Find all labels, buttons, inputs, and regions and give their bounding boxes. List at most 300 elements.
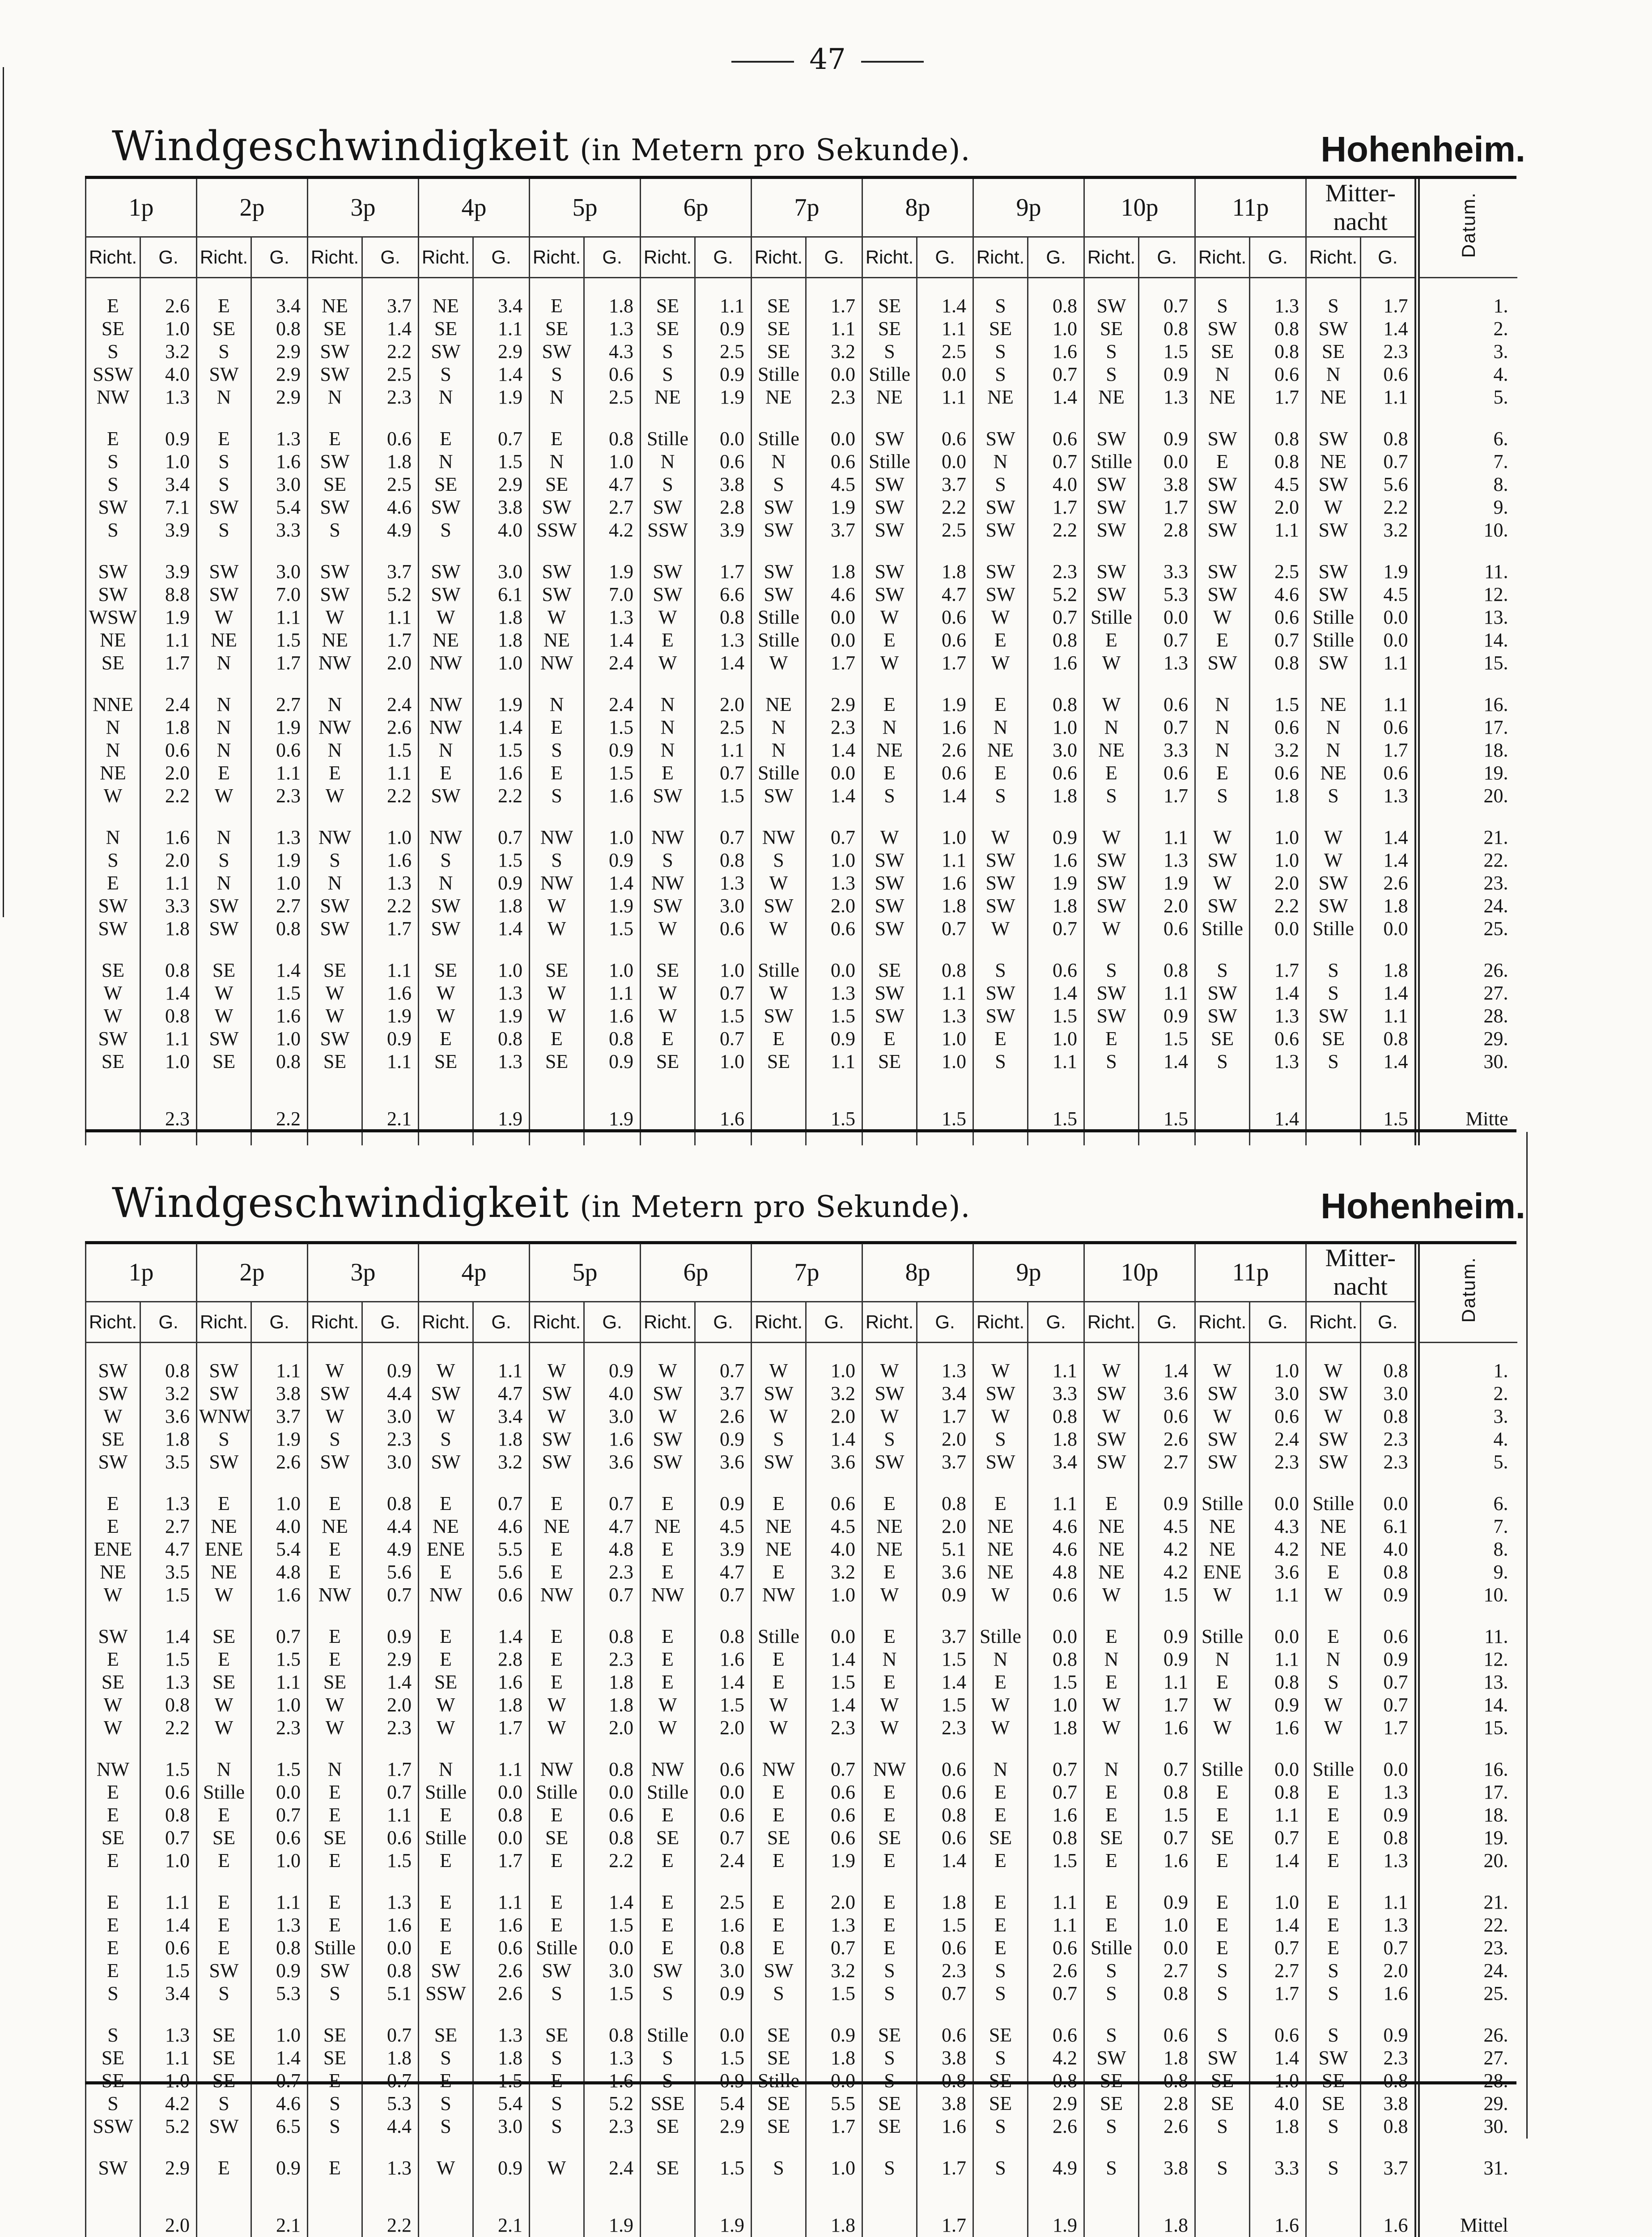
- speed-cell: 1.6: [695, 1648, 752, 1671]
- speed-cell: 1.1: [473, 317, 530, 340]
- direction-cell: N: [752, 716, 806, 739]
- direction-cell: NE: [752, 386, 806, 408]
- hour-header: 3p: [308, 1244, 419, 1302]
- date-cell: 23.: [1417, 1936, 1517, 1959]
- speed-cell: 1.7: [1361, 278, 1417, 318]
- speed-cell: 3.3: [1028, 1382, 1084, 1405]
- direction-cell: W: [530, 1004, 584, 1027]
- direction-cell: SE: [1084, 317, 1139, 340]
- date-cell: 27.: [1417, 2046, 1517, 2069]
- direction-cell: SW: [1195, 560, 1250, 583]
- speed-cell: 2.6: [251, 1450, 308, 1473]
- speed-cell: 0.9: [917, 1583, 973, 1606]
- direction-cell: E: [86, 278, 140, 318]
- speed-cell: 3.8: [917, 2046, 973, 2069]
- direction-cell: S: [419, 2046, 473, 2069]
- speed-cell: 1.8: [1028, 1716, 1084, 1739]
- direction-cell: W: [308, 982, 362, 1004]
- speed-cell: 3.0: [362, 1405, 419, 1428]
- direction-header: Richt.: [862, 237, 917, 278]
- speed-cell: 5.3: [1139, 583, 1195, 606]
- speed-cell: 1.0: [1250, 2069, 1306, 2092]
- direction-cell: SE: [973, 2069, 1028, 2092]
- direction-cell: E: [1084, 1492, 1139, 1515]
- direction-cell: W: [308, 1004, 362, 1027]
- direction-cell: Stille: [1306, 606, 1361, 629]
- date-cell: 15.: [1417, 1716, 1517, 1739]
- direction-cell: SW: [1306, 2046, 1361, 2069]
- speed-cell: 0.6: [473, 1936, 530, 1959]
- speed-cell: 1.6: [362, 849, 419, 872]
- direction-cell: W: [752, 917, 806, 940]
- speed-cell: 0.7: [584, 1583, 641, 1606]
- speed-cell: 0.8: [1139, 1781, 1195, 1803]
- direction-cell: SW: [973, 560, 1028, 583]
- speed-cell: 3.0: [1028, 739, 1084, 761]
- direction-cell: S: [1306, 2156, 1361, 2179]
- direction-cell: S: [1084, 959, 1139, 982]
- speed-cell: 3.8: [251, 1382, 308, 1405]
- direction-cell: SW: [641, 784, 695, 807]
- speed-cell: 4.8: [584, 1538, 641, 1561]
- speed-cell: 0.8: [1250, 427, 1306, 450]
- direction-cell: SW: [1306, 1450, 1361, 1473]
- direction-header: Richt.: [308, 1302, 362, 1343]
- speed-cell: 0.7: [362, 2069, 419, 2092]
- speed-cell: 1.8: [917, 1891, 973, 1914]
- direction-cell: S: [197, 2092, 251, 2115]
- speed-cell: 0.6: [1250, 2024, 1306, 2046]
- speed-cell: 1.4: [695, 651, 752, 674]
- direction-cell: S: [530, 2092, 584, 2115]
- speed-cell: 1.4: [806, 784, 862, 807]
- speed-cell: 0.6: [1250, 716, 1306, 739]
- direction-cell: NE: [1084, 1515, 1139, 1538]
- direction-cell: E: [641, 1625, 695, 1648]
- speed-cell: 1.4: [1361, 849, 1417, 872]
- direction-cell: S: [530, 849, 584, 872]
- speed-cell: 0.7: [362, 1781, 419, 1803]
- speed-cell: 1.1: [1028, 1492, 1084, 1515]
- direction-cell: S: [973, 363, 1028, 386]
- direction-cell: Stille: [752, 606, 806, 629]
- direction-cell: N: [862, 1648, 917, 1671]
- direction-cell: Stille: [1306, 1758, 1361, 1781]
- speed-cell: 0.8: [695, 1625, 752, 1648]
- speed-cell: 0.6: [917, 1936, 973, 1959]
- speed-cell: 1.7: [917, 651, 973, 674]
- direction-cell: E: [641, 761, 695, 784]
- direction-cell: W: [197, 982, 251, 1004]
- speed-cell: 2.4: [584, 693, 641, 716]
- speed-cell: 2.0: [695, 693, 752, 716]
- speed-cell: 0.9: [251, 2156, 308, 2179]
- speed-cell: 1.1: [1250, 1803, 1306, 1826]
- speed-cell: 1.4: [140, 1914, 197, 1936]
- direction-cell: SW: [1306, 651, 1361, 674]
- direction-cell: E: [419, 2069, 473, 2092]
- direction-cell: SW: [419, 560, 473, 583]
- direction-cell: W: [197, 1583, 251, 1606]
- speed-cell: 0.7: [473, 1492, 530, 1515]
- table-row: [86, 317, 1517, 340]
- hour-header: Mitter-nacht: [1306, 179, 1417, 237]
- speed-cell: 1.5: [1028, 1004, 1084, 1027]
- direction-cell: S: [86, 849, 140, 872]
- direction-cell: E: [862, 1803, 917, 1826]
- speed-cell: 0.7: [1361, 1671, 1417, 1693]
- speed-cell: 1.4: [140, 1625, 197, 1648]
- speed-cell: 3.3: [1139, 560, 1195, 583]
- direction-cell: SE: [419, 959, 473, 982]
- hour-header: 4p: [419, 1244, 530, 1302]
- direction-cell: Stille: [1306, 1492, 1361, 1515]
- direction-cell: E: [973, 1027, 1028, 1050]
- direction-cell: W: [1195, 606, 1250, 629]
- direction-cell: SE: [197, 2046, 251, 2069]
- direction-cell: SW: [862, 1004, 917, 1027]
- wind-table: [85, 179, 1517, 1145]
- direction-cell: W: [1306, 496, 1361, 519]
- speed-cell: 1.0: [584, 826, 641, 849]
- speed-cell: 1.6: [1028, 849, 1084, 872]
- direction-cell: W: [419, 1693, 473, 1716]
- direction-cell: N: [1195, 716, 1250, 739]
- direction-cell: S: [197, 519, 251, 541]
- speed-cell: 0.6: [917, 629, 973, 651]
- speed-cell: 0.9: [140, 427, 197, 450]
- direction-cell: SE: [752, 340, 806, 363]
- table-row: [86, 959, 1517, 982]
- speed-cell: 1.1: [1028, 1891, 1084, 1914]
- speed-cell: 2.5: [695, 716, 752, 739]
- speed-cell: 0.6: [1361, 363, 1417, 386]
- speed-cell: 1.5: [251, 1758, 308, 1781]
- direction-cell: SW: [1084, 496, 1139, 519]
- direction-cell: NE: [308, 278, 362, 318]
- direction-cell: NW: [641, 826, 695, 849]
- speed-cell: 0.0: [1250, 1758, 1306, 1781]
- direction-cell: N: [752, 450, 806, 473]
- direction-cell: S: [530, 1982, 584, 2005]
- direction-cell: N: [1306, 363, 1361, 386]
- direction-cell: SE: [641, 2115, 695, 2138]
- speed-cell: 0.0: [473, 1781, 530, 1803]
- direction-cell: E: [308, 1538, 362, 1561]
- speed-cell: 1.4: [917, 1671, 973, 1693]
- speed-cell: 2.2: [362, 784, 419, 807]
- speed-cell: 3.2: [806, 1382, 862, 1405]
- speed-cell: 2.3: [584, 2115, 641, 2138]
- date-cell: 27.: [1417, 982, 1517, 1004]
- hour-header: 4p: [419, 179, 530, 237]
- direction-cell: NE: [197, 629, 251, 651]
- direction-cell: NE: [1195, 386, 1250, 408]
- direction-cell: SE: [197, 1050, 251, 1073]
- direction-cell: W: [1195, 872, 1250, 894]
- speed-cell: 0.0: [584, 1936, 641, 1959]
- date-cell: 15.: [1417, 651, 1517, 674]
- date-cell: 12.: [1417, 583, 1517, 606]
- speed-cell: 1.7: [1250, 1982, 1306, 2005]
- speed-cell: 3.0: [362, 1450, 419, 1473]
- direction-cell: W: [641, 982, 695, 1004]
- speed-cell: 1.7: [362, 629, 419, 651]
- speed-cell: 1.0: [1028, 1693, 1084, 1716]
- direction-cell: SE: [641, 278, 695, 318]
- direction-cell: S: [973, 1428, 1028, 1450]
- direction-cell: E: [419, 1625, 473, 1648]
- direction-cell: S: [1195, 959, 1250, 982]
- speed-header: G.: [1250, 237, 1306, 278]
- mean-row: [86, 2198, 1517, 2237]
- speed-cell: 0.7: [1028, 606, 1084, 629]
- speed-cell: 4.7: [140, 1538, 197, 1561]
- speed-cell: 3.7: [695, 1382, 752, 1405]
- speed-cell: 1.6: [584, 1004, 641, 1027]
- speed-cell: 1.7: [251, 651, 308, 674]
- speed-cell: 2.9: [806, 693, 862, 716]
- speed-cell: 2.0: [140, 761, 197, 784]
- speed-cell: 2.8: [1139, 2092, 1195, 2115]
- direction-cell: NW: [530, 826, 584, 849]
- direction-cell: S: [1306, 1982, 1361, 2005]
- direction-cell: SW: [308, 894, 362, 917]
- speed-cell: 1.5: [1250, 693, 1306, 716]
- speed-cell: 1.0: [1028, 716, 1084, 739]
- direction-cell: SE: [862, 2115, 917, 2138]
- direction-cell: E: [973, 693, 1028, 716]
- speed-cell: 1.1: [806, 317, 862, 340]
- direction-cell: S: [1084, 2156, 1139, 2179]
- speed-cell: 0.7: [1139, 1758, 1195, 1781]
- direction-cell: SW: [1195, 982, 1250, 1004]
- direction-cell: N: [530, 693, 584, 716]
- mean-value: 1.5: [1139, 1092, 1195, 1145]
- direction-cell: SW: [419, 583, 473, 606]
- direction-cell: W: [752, 1343, 806, 1382]
- direction-cell: E: [419, 1803, 473, 1826]
- speed-cell: 1.8: [473, 894, 530, 917]
- direction-cell: N: [308, 872, 362, 894]
- table-row: [86, 739, 1517, 761]
- speed-header: G.: [251, 1302, 308, 1343]
- direction-cell: SE: [308, 959, 362, 982]
- direction-cell: ENE: [419, 1538, 473, 1561]
- direction-cell: W: [86, 1693, 140, 1716]
- speed-cell: 0.7: [362, 2024, 419, 2046]
- speed-cell: 1.8: [1250, 2115, 1306, 2138]
- direction-cell: SW: [419, 1959, 473, 1982]
- speed-cell: 1.5: [917, 1648, 973, 1671]
- speed-cell: 0.7: [695, 1027, 752, 1050]
- direction-cell: SE: [862, 959, 917, 982]
- speed-cell: 2.2: [1250, 894, 1306, 917]
- speed-cell: 4.4: [362, 1515, 419, 1538]
- direction-cell: NE: [86, 761, 140, 784]
- table-row: [86, 917, 1517, 940]
- direction-cell: NE: [641, 386, 695, 408]
- table-row: [86, 1936, 1517, 1959]
- speed-cell: 4.0: [140, 363, 197, 386]
- direction-cell: E: [862, 1936, 917, 1959]
- speed-cell: 4.0: [806, 1538, 862, 1561]
- table-row: [86, 1515, 1517, 1538]
- direction-cell: W: [641, 606, 695, 629]
- direction-cell: SW: [1195, 583, 1250, 606]
- table-row: [86, 1428, 1517, 1450]
- direction-cell: S: [973, 2046, 1028, 2069]
- direction-cell: NE: [1306, 761, 1361, 784]
- speed-cell: 0.9: [1139, 1625, 1195, 1648]
- direction-cell: E: [1084, 1625, 1139, 1648]
- speed-cell: 1.9: [251, 716, 308, 739]
- direction-cell: S: [973, 1982, 1028, 2005]
- direction-cell: NE: [1306, 386, 1361, 408]
- direction-cell: W: [641, 1716, 695, 1739]
- direction-cell: NE: [862, 1515, 917, 1538]
- direction-cell: S: [197, 1428, 251, 1450]
- speed-cell: 1.6: [584, 2069, 641, 2092]
- group-gap: [86, 1872, 1517, 1891]
- direction-cell: E: [1195, 1781, 1250, 1803]
- speed-cell: 1.5: [695, 2156, 752, 2179]
- direction-cell: S: [308, 1428, 362, 1450]
- direction-cell: S: [1084, 1959, 1139, 1982]
- speed-cell: 0.7: [1361, 1936, 1417, 1959]
- direction-cell: E: [530, 1671, 584, 1693]
- speed-cell: 0.9: [1361, 1803, 1417, 1826]
- table-1-top-rule: [85, 176, 1516, 179]
- speed-cell: 0.9: [695, 363, 752, 386]
- speed-cell: 1.5: [362, 1849, 419, 1872]
- direction-cell: E: [530, 1027, 584, 1050]
- speed-header: G.: [695, 237, 752, 278]
- direction-cell: E: [86, 1849, 140, 1872]
- direction-header: Richt.: [1195, 1302, 1250, 1343]
- speed-cell: 1.0: [1250, 1343, 1306, 1382]
- speed-cell: 0.7: [1139, 629, 1195, 651]
- direction-cell: E: [973, 761, 1028, 784]
- speed-cell: 5.2: [584, 2092, 641, 2115]
- direction-cell: SW: [530, 1450, 584, 1473]
- direction-cell: W: [973, 1716, 1028, 1739]
- speed-cell: 0.7: [695, 1343, 752, 1382]
- speed-cell: 0.8: [1028, 278, 1084, 318]
- speed-cell: 4.7: [917, 583, 973, 606]
- mean-value: 2.3: [140, 1092, 197, 1145]
- speed-cell: 2.3: [584, 1561, 641, 1583]
- speed-cell: 2.0: [362, 1693, 419, 1716]
- speed-cell: 1.0: [140, 317, 197, 340]
- direction-cell: S: [973, 473, 1028, 496]
- speed-cell: 0.9: [1361, 2024, 1417, 2046]
- speed-header: G.: [1028, 237, 1084, 278]
- direction-cell: E: [86, 1914, 140, 1936]
- direction-cell: SW: [641, 560, 695, 583]
- speed-cell: 1.7: [806, 2115, 862, 2138]
- direction-cell: E: [862, 1027, 917, 1050]
- speed-cell: 1.1: [362, 1803, 419, 1826]
- speed-cell: 1.8: [473, 1428, 530, 1450]
- date-cell: 26.: [1417, 2024, 1517, 2046]
- direction-cell: S: [1084, 784, 1139, 807]
- direction-cell: E: [530, 1625, 584, 1648]
- speed-cell: 0.6: [1139, 761, 1195, 784]
- direction-cell: E: [1084, 1781, 1139, 1803]
- direction-cell: S: [641, 849, 695, 872]
- speed-cell: 1.4: [584, 872, 641, 894]
- direction-cell: E: [1084, 1849, 1139, 1872]
- speed-cell: 0.8: [1250, 1781, 1306, 1803]
- direction-cell: SE: [419, 1671, 473, 1693]
- direction-cell: W: [862, 1405, 917, 1428]
- direction-header: Richt.: [308, 237, 362, 278]
- speed-cell: 0.7: [251, 1625, 308, 1648]
- direction-cell: S: [1084, 2024, 1139, 2046]
- direction-cell: SW: [1306, 427, 1361, 450]
- direction-cell: E: [862, 1914, 917, 1936]
- direction-cell: SE: [641, 959, 695, 982]
- speed-cell: 1.7: [1361, 739, 1417, 761]
- speed-cell: 4.9: [362, 519, 419, 541]
- speed-cell: 2.0: [806, 1405, 862, 1428]
- speed-cell: 1.1: [251, 1671, 308, 1693]
- direction-cell: NW: [419, 1583, 473, 1606]
- hour-header: 7p: [752, 179, 862, 237]
- speed-cell: 4.2: [1250, 1538, 1306, 1561]
- speed-cell: 0.7: [695, 761, 752, 784]
- direction-cell: W: [862, 1343, 917, 1382]
- direction-cell: E: [641, 1914, 695, 1936]
- speed-header: G.: [473, 1302, 530, 1343]
- speed-cell: 1.1: [806, 1050, 862, 1073]
- direction-cell: SW: [752, 784, 806, 807]
- speed-cell: 0.8: [1361, 1343, 1417, 1382]
- direction-cell: SE: [641, 2156, 695, 2179]
- direction-cell: E: [308, 1561, 362, 1583]
- direction-cell: SE: [308, 2046, 362, 2069]
- table-row: [86, 473, 1517, 496]
- direction-cell: E: [419, 1914, 473, 1936]
- speed-cell: 1.1: [917, 317, 973, 340]
- direction-cell: E: [973, 1781, 1028, 1803]
- direction-cell: NE: [308, 629, 362, 651]
- speed-cell: 0.9: [473, 2156, 530, 2179]
- speed-cell: 4.4: [362, 1382, 419, 1405]
- direction-cell: N: [1306, 1648, 1361, 1671]
- speed-cell: 4.5: [806, 473, 862, 496]
- direction-cell: S: [530, 2046, 584, 2069]
- speed-cell: 5.1: [362, 1982, 419, 2005]
- direction-cell: SE: [641, 1826, 695, 1849]
- speed-cell: 3.6: [806, 1450, 862, 1473]
- speed-cell: 1.5: [473, 849, 530, 872]
- speed-cell: 0.0: [1250, 1492, 1306, 1515]
- speed-cell: 1.1: [917, 982, 973, 1004]
- speed-cell: 1.0: [584, 450, 641, 473]
- direction-cell: E: [530, 427, 584, 450]
- date-cell: 16.: [1417, 693, 1517, 716]
- speed-cell: 0.6: [806, 1492, 862, 1515]
- speed-cell: 2.2: [917, 496, 973, 519]
- direction-cell: SW: [752, 583, 806, 606]
- direction-cell: S: [973, 278, 1028, 318]
- direction-cell: S: [197, 340, 251, 363]
- speed-cell: 0.6: [362, 427, 419, 450]
- direction-cell: E: [419, 1561, 473, 1583]
- speed-cell: 2.2: [1028, 519, 1084, 541]
